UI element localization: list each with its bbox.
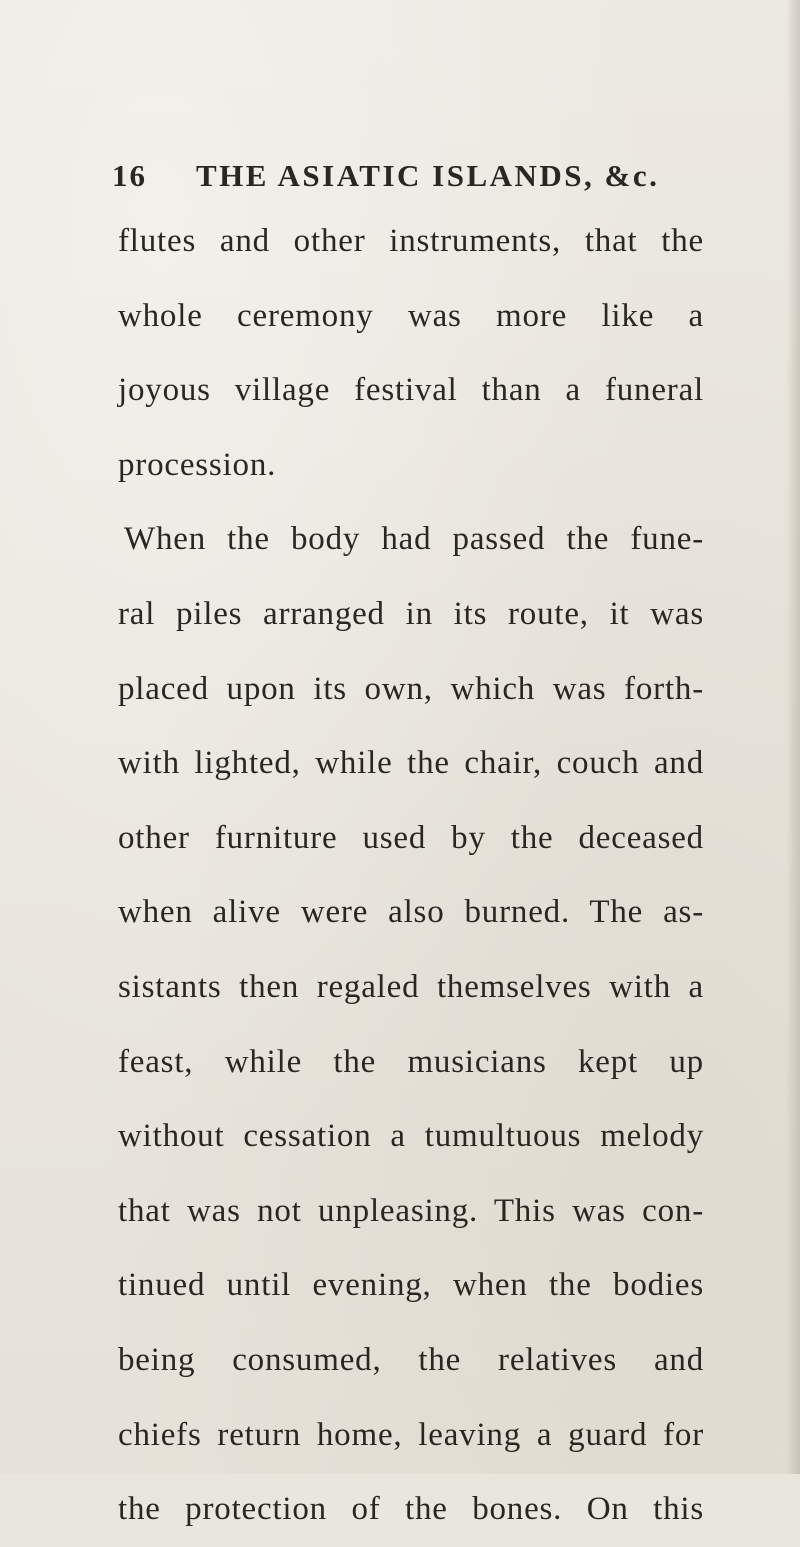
text-line: tinued until evening, when the bodies: [118, 1267, 704, 1304]
text-line: chiefs return home, leaving a guard for: [118, 1416, 704, 1453]
text-line: feast, while the musicians kept up: [118, 1043, 704, 1080]
text-line: ral piles arranged in its route, it was: [118, 595, 704, 632]
text-line: other furniture used by the deceased: [118, 819, 704, 856]
text-line: that was not unpleasing. This was con-: [118, 1192, 704, 1229]
text-line: whole ceremony was more like a: [118, 297, 704, 334]
text-line: procession.: [118, 446, 277, 483]
text-line: when alive were also burned. The as-: [118, 894, 704, 931]
text-line: joyous village festival than a funeral: [118, 372, 704, 409]
text-line: flutes and other instruments, that the: [118, 223, 704, 259]
text-line: the protection of the bones. On this: [118, 1491, 704, 1528]
text-line: sistants then regaled themselves with a: [118, 968, 704, 1005]
text-line: with lighted, while the chair, couch and: [118, 745, 704, 782]
page-edge-shadow: [786, 0, 800, 1474]
text-line: placed upon its own, which was forth-: [118, 670, 704, 707]
page-number: 16: [112, 158, 147, 193]
text-line: being consumed, the relatives and: [118, 1341, 704, 1378]
running-title: THE ASIATIC ISLANDS, &c.: [196, 158, 660, 193]
paragraph-first-line: When the body had passed the fune-: [124, 521, 704, 558]
running-head: [112, 152, 712, 200]
body-text: [118, 204, 704, 1547]
text-line: without cessation a tumultuous melody: [118, 1118, 704, 1155]
